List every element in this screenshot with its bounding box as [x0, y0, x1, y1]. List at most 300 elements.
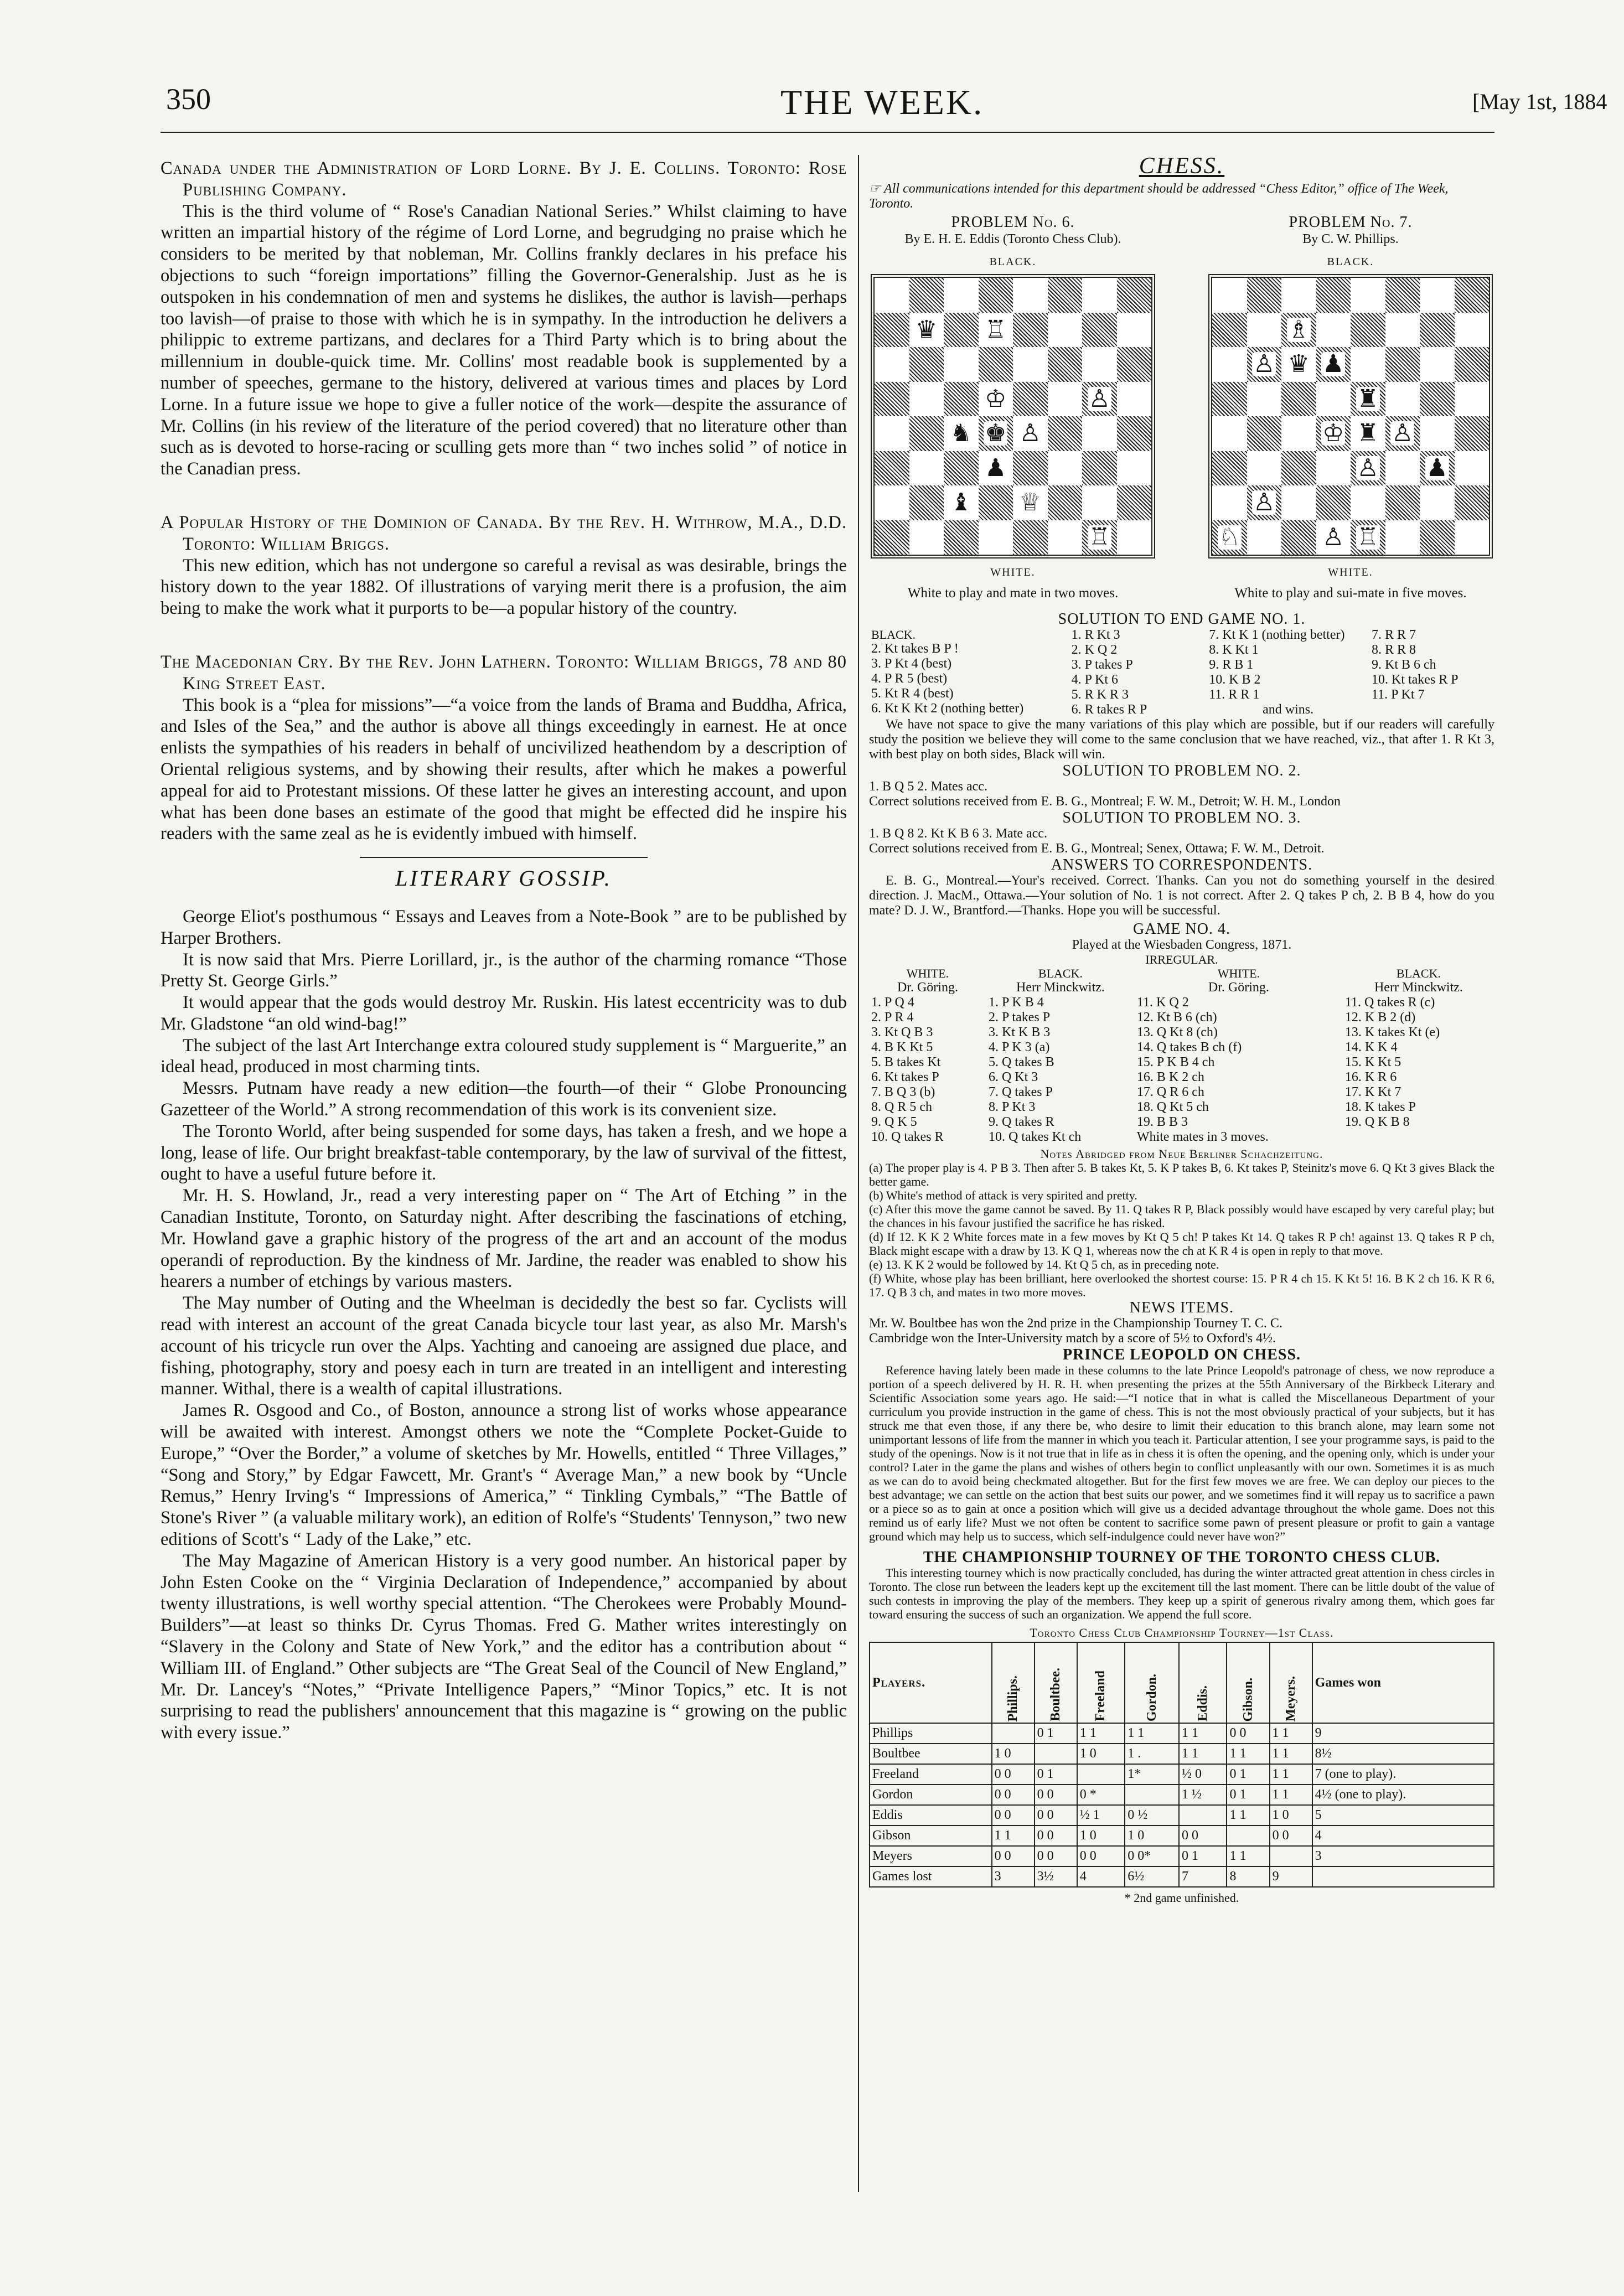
gossip-item: James R. Osgood and Co., of Boston, announce a strong list of works whose appearance will be awaited with interest. Amongst others we note the “Complete Pocket-Guide to Europe,” “Over the Border,” a volume of sketches by Mr. Howells, entitled “ Three Villages,” “Song and Story,” by Edgar Fawcett, Mr. Grant's “ Average Man,” a new book by “Uncle Remus,” Henry Irving's “ Impressions of America,” “ Tinkling Cymbals,” “The Battle of Stone's River ” (a valuable military work), an edition of Rolfe's “Students' Tennyson,” two new editions of Scott's “ Lady of the Lake,” etc. — [161, 1400, 847, 1550]
board-bottom-label: WHITE. — [990, 566, 1036, 578]
white-label: WHITE. — [1217, 966, 1260, 980]
board-top-label: BLACK. — [989, 256, 1037, 268]
chess-piece-icon: ♖ — [1088, 523, 1110, 551]
score-cell: 0 0 — [1035, 1846, 1077, 1866]
board-square — [1082, 520, 1117, 555]
review-heading: Canada under the Administration of Lord Lorne. By J. E. Collins. Toronto: Rose Publishing Company. — [161, 158, 847, 200]
board-square — [1082, 313, 1117, 348]
games-won-cell: 7 (one to play). — [1312, 1764, 1494, 1785]
score-cell: 1 ½ — [1179, 1785, 1227, 1805]
board-square — [1281, 485, 1316, 520]
note-item: (a) The proper play is 4. P B 3. Then after 5. B takes Kt, 5. K P takes B, 6. Kt takes P, Steinitz's move 6. Q Kt 3 gives Black the better game. — [869, 1161, 1494, 1188]
white-moves — [869, 995, 986, 1145]
move: 15. K Kt 5 — [1344, 1055, 1401, 1069]
games-lost-cell: 3½ — [1035, 1866, 1077, 1887]
board-square — [979, 313, 1013, 348]
score-cell: 1 1 — [1179, 1744, 1227, 1764]
answers-title: ANSWERS TO CORRESPONDENTS. — [1051, 856, 1313, 873]
column-header — [1270, 1642, 1312, 1723]
board-square — [1247, 382, 1282, 417]
move: 8. P Kt 3 — [988, 1100, 1036, 1114]
move: 8. K Kt 1 — [1209, 643, 1259, 657]
note-item: (b) White's method of attack is very spirited and pretty. — [869, 1188, 1137, 1202]
chess-piece-icon: ♟ — [1426, 454, 1448, 482]
score-cell — [1227, 1826, 1269, 1846]
tourney-footnote: * 2nd game unfinished. — [1124, 1891, 1239, 1905]
column-header — [1125, 1642, 1179, 1723]
white-label: WHITE. — [906, 966, 949, 980]
empty-cell — [1312, 1866, 1494, 1887]
move: 3. Kt K B 3 — [988, 1025, 1051, 1040]
chess-piece-icon: ♖ — [1357, 523, 1379, 551]
board-square — [909, 520, 944, 555]
score-cell: 1 1 — [1227, 1846, 1269, 1866]
move: 3. Kt Q B 3 — [871, 1025, 933, 1040]
board-square — [1013, 347, 1048, 382]
review-body: This new edition, which has not undergone so careful a revisal as was desirable, brings the history down to the year 1882. Of illustrations of varying merit there is a profusion, the aim being to make the work what it purports to be—a popular history of the country. — [161, 555, 847, 619]
games-lost-cell: 7 — [1179, 1866, 1227, 1887]
score-cell: 1 0 — [992, 1744, 1035, 1764]
score-cell — [992, 1723, 1035, 1744]
chess-notice: ☞ All communications intended for this department should be addressed “Chess Editor,” office of The Week, Toronto. — [869, 182, 1449, 211]
move: 14. K K 4 — [1344, 1040, 1398, 1054]
board-square — [909, 313, 944, 348]
move: 10. Kt takes R P — [1371, 673, 1459, 687]
board-square — [1082, 416, 1117, 451]
board-square — [875, 347, 909, 382]
board-square — [1117, 416, 1152, 451]
note-item: (f) White, whose play has been brilliant, here overlooked the shortest course: 15. P R 4 ch 15. K Kt 5! 16. B K 2 ch 16. K R 6, 17. Q B 3 ch, and mates in two more moves. — [869, 1271, 1494, 1299]
chess-piece-icon: ♞ — [950, 420, 972, 447]
black-player: Herr Minckwitz. — [1016, 980, 1105, 995]
chess-piece-icon: ♜ — [1357, 385, 1379, 412]
board-square — [1455, 520, 1489, 555]
board-square — [979, 347, 1013, 382]
game-4-subtitle: Played at the Wiesbaden Congress, 1871. — [1072, 938, 1292, 952]
board-square — [1351, 520, 1385, 555]
board-square — [979, 416, 1013, 451]
board-square — [909, 347, 944, 382]
score-cell: 1 1 — [1270, 1785, 1312, 1805]
player-name: Freeland — [870, 1764, 992, 1785]
move: 13. Q Kt 8 (ch) — [1136, 1025, 1218, 1040]
board-square — [1420, 278, 1455, 313]
chess-piece-icon: ♘ — [1218, 523, 1240, 551]
board-square — [1385, 347, 1420, 382]
chess-title: CHESS. — [1139, 153, 1225, 179]
move: 15. P K B 4 ch — [1136, 1055, 1215, 1069]
gossip-item: It is now said that Mrs. Pierre Lorillard, jr., is the author of the charming romance “Those Pretty St. George Girls.” — [161, 949, 847, 991]
score-cell: 1 1 — [1270, 1744, 1312, 1764]
move: 11. P Kt 7 — [1371, 687, 1425, 702]
problem-author: By C. W. Phillips. — [1302, 232, 1399, 246]
board-square — [1247, 451, 1282, 486]
solution-2-moves: 1. B Q 5 2. Mates acc. — [869, 779, 987, 794]
board-square — [1048, 485, 1083, 520]
score-cell: 0 * — [1077, 1785, 1125, 1805]
move: 7. Q takes P — [988, 1085, 1053, 1099]
chess-board — [1208, 274, 1493, 559]
solution-3-moves: 1. B Q 8 2. Kt K B 6 3. Mate acc. — [869, 826, 1047, 841]
move: 18. Q Kt 5 ch — [1136, 1100, 1209, 1114]
board-square — [1247, 485, 1282, 520]
board-square — [1316, 416, 1351, 451]
move: 9. Q K 5 — [871, 1115, 917, 1129]
board-square — [1048, 278, 1083, 313]
board-square — [1013, 416, 1048, 451]
issue-date: [May 1st, 1884 — [1472, 89, 1607, 114]
board-square — [1013, 485, 1048, 520]
score-cell: 1 1 — [1227, 1744, 1269, 1764]
score-cell: 0 0 — [1077, 1846, 1125, 1866]
move: 6. Kt K Kt 2 (nothing better) — [871, 701, 1024, 716]
table-row — [870, 1826, 1494, 1846]
move: 17. Q R 6 ch — [1136, 1085, 1204, 1099]
move: 5. B takes Kt — [871, 1055, 941, 1069]
score-cell — [1077, 1764, 1125, 1785]
board-square — [1212, 382, 1247, 417]
chess-piece-icon: ♛ — [916, 316, 938, 343]
chess-piece-icon: ♙ — [1019, 420, 1041, 447]
gossip-item: George Eliot's posthumous “ Essays and Leaves from a Note-Book ” are to be published by Harper Brothers. — [161, 906, 847, 948]
board-square — [909, 451, 944, 486]
board-square — [1455, 416, 1489, 451]
player-name: Gordon — [870, 1785, 992, 1805]
review-body: This is the third volume of “ Rose's Canadian National Series.” Whilst claiming to have written an impartial history of the régime of Lord Lorne, and begrudging no praise which he considers to be merited by that nobleman, Mr. Collins frankly declares in his preface his objections to such “foreign importations” filling the Governor-Generalship. Just as he is outspoken in his condemnation of men and systems he dislikes, the author is lavish—perhaps too lavish—of praise to those with which he is in sympathy. In the introduction he delivers a philippic to extreme partizans, and declares for a Third Party which is to bring about the millennium in double-quick time. Mr. Collins' most readable book is supplemented by a number of speeches, germane to the history, delivered at various times and places by Lord Lorne. In a future issue we hope to give a fuller notice of the work—despite the assurance of Mr. Collins (in his review of the literature of the period covered) that no literature other than such as is devoted to horse-racing or sculling gets more than “ two inches solid ” of notice in the Canadian press. — [161, 201, 847, 479]
score-cell: 1* — [1125, 1764, 1179, 1785]
board-square — [875, 313, 909, 348]
board-square — [1013, 313, 1048, 348]
board-square — [1281, 520, 1316, 555]
score-cell — [1179, 1805, 1227, 1826]
board-square — [1385, 382, 1420, 417]
board-square — [1351, 313, 1385, 348]
move: 11. R R 1 — [1209, 687, 1260, 702]
games-lost-row — [870, 1866, 1494, 1887]
score-cell: 1 . — [1125, 1744, 1179, 1764]
chess-piece-icon: ♝ — [950, 489, 972, 516]
column-header-label: Phillips. — [1005, 1675, 1020, 1721]
board-square — [1117, 485, 1152, 520]
move: 7. B Q 3 (b) — [871, 1085, 935, 1099]
board-square — [1316, 347, 1351, 382]
column-header-label: Eddis. — [1195, 1685, 1210, 1721]
board-square — [1281, 416, 1316, 451]
board-square — [1420, 347, 1455, 382]
board-square — [1117, 520, 1152, 555]
board-square — [944, 347, 979, 382]
score-cell: 1 1 — [1077, 1723, 1125, 1744]
white-player: Dr. Göring. — [1208, 980, 1269, 995]
players-header: Players. — [870, 1642, 992, 1723]
black-label: BLACK. — [1038, 966, 1083, 980]
board-square — [1420, 382, 1455, 417]
table-row — [870, 1805, 1494, 1826]
player-name: Meyers — [870, 1846, 992, 1866]
solution-3-title: SOLUTION TO PROBLEM NO. 3. — [1062, 809, 1301, 826]
column-header-label: Gordon. — [1144, 1673, 1159, 1721]
board-square — [1455, 451, 1489, 486]
move: 4. P K 3 (a) — [988, 1040, 1050, 1054]
move: 12. Kt B 6 (ch) — [1136, 1010, 1217, 1025]
end-game-moves — [869, 628, 1494, 717]
board-square — [1351, 347, 1385, 382]
games-lost-label: Games lost — [870, 1866, 992, 1887]
column-header-label: Gibson. — [1240, 1677, 1255, 1721]
problem-caption: White to play and mate in two moves. — [907, 586, 1119, 601]
score-cell: 0 0 — [1227, 1723, 1269, 1744]
move: 2. P R 4 — [871, 1010, 914, 1025]
move: 1. P K B 4 — [988, 995, 1044, 1010]
board-square — [1455, 485, 1489, 520]
board-square — [1281, 451, 1316, 486]
move: 10. Q takes R — [871, 1130, 944, 1144]
black-player: Herr Minckwitz. — [1374, 980, 1463, 995]
move: 10. Q takes Kt ch — [988, 1130, 1082, 1144]
move: 9. Kt B 6 ch — [1371, 658, 1436, 672]
table-row — [870, 1723, 1494, 1744]
board-square — [1082, 485, 1117, 520]
answers-text: E. B. G., Montreal.—Your's received. Correct. Thanks. Can you not do something yourself in the desired direction. J. MacM., Ottawa.—Your solution of No. 1 is not correct. After 2. Q takes P ch, 2. B B 4, how do you mate? D. J. W., Brantford.—Thanks. Hope you will be successful. — [869, 873, 1494, 918]
game-4-type: IRREGULAR. — [1145, 953, 1218, 966]
black-moves — [986, 995, 1135, 1145]
move: 17. K Kt 7 — [1344, 1085, 1401, 1099]
board-square — [1048, 416, 1083, 451]
move: 6. Q Kt 3 — [988, 1070, 1038, 1084]
move: 4. B K Kt 5 — [871, 1040, 933, 1054]
leopold-text: Reference having lately been made in these columns to the late Prince Leopold's patronage of chess, we now reproduce a portion of a speech delivered by H. R. H. when presenting the prizes at the 55th Anniversary of the Birkbeck Literary and Scientific Association some years ago. He said:—“I notice that in what is called the Miscellaneous Department of your curriculum you provide instruction in the game of chess. This is not the most obviously practical of your subjects, but it has struck me that even those, if any there be, who desire to limit their education to this branch alone, may learn some not unimportant lessons of life from the manner in which you teach it. Particular attention, I see your programme says, is paid to the study of the openings. Now is it not true that in life as in chess it is often the opening, and the opening only, which is under your control? Later in the game the plans and wishes of others begin to conflict unpleasantly with our own. Sometimes it is as much as we can do to avoid being checkmated altogether. But for the first few moves we are free. We can deploy our pieces to the best advantage; we can settle on the action that best suits our power, and we sometimes find it will repay us to sacrifice a pawn or a piece so as to gain at once a position which will give us a decided advantage throughout the whole game. Does not this remind us of early life? Must we not often be content to sacrifice some pawn of present pleasure or profit to gain a vantage ground which may help us to success, which self-indulgence could never have won?” — [869, 1363, 1494, 1543]
board-square — [979, 382, 1013, 417]
board-square — [944, 382, 979, 417]
end-game-note: We have not space to give the many variations of this play which are possible, but if our readers will carefully study the position we believe they will come to the same conclusion that we have reached, viz., that after 1. R Kt 3, with best play on both sides, Black will win. — [869, 717, 1494, 762]
board-square — [1117, 313, 1152, 348]
board-square — [944, 313, 979, 348]
board-square — [1455, 382, 1489, 417]
board-square — [1082, 451, 1117, 486]
score-cell — [1270, 1846, 1312, 1866]
board-square — [1316, 278, 1351, 313]
end-game-title: SOLUTION TO END GAME NO. 1. — [1058, 611, 1306, 628]
board-square — [1013, 382, 1048, 417]
board-square — [1117, 278, 1152, 313]
board-square — [1385, 313, 1420, 348]
games-won-cell: 3 — [1312, 1846, 1494, 1866]
move: 4. P R 5 (best) — [871, 671, 948, 686]
board-square — [875, 520, 909, 555]
player-name: Phillips — [870, 1723, 992, 1744]
score-cell: 0 0 — [1035, 1785, 1077, 1805]
move: 9. Q takes R — [988, 1115, 1054, 1129]
board-square — [909, 485, 944, 520]
note-item: (d) If 12. K K 2 White forces mate in a few moves by Kt Q 5 ch! P takes Kt 14. Q takes R P ch! against 13. Q takes R P ch, Black might escape with a draw by 13. K Q 1, whereas now the ch at K R 4 is open in reply to that move. — [869, 1230, 1494, 1258]
note-item: (c) After this move the game cannot be saved. By 11. Q takes R P, Black possibly would have escaped by very careful play; but the chances in his favour justified the sacrifice he has risked. — [869, 1202, 1494, 1230]
board-square — [944, 520, 979, 555]
board-square — [1013, 520, 1048, 555]
board-square — [1048, 313, 1083, 348]
chess-piece-icon: ♚ — [985, 420, 1007, 447]
board-square — [1082, 382, 1117, 417]
tourney-table-title: Toronto Chess Club Championship Tourney—1st Class. — [1030, 1626, 1334, 1640]
move: 8. Q R 5 ch — [871, 1100, 932, 1114]
problem-label: PROBLEM No. 7. — [1289, 214, 1413, 231]
move: 2. K Q 2 — [1071, 643, 1118, 657]
score-cell: 0 1 — [1227, 1764, 1269, 1785]
score-cell: 1 1 — [992, 1826, 1035, 1846]
board-square — [1351, 278, 1385, 313]
board-square — [1212, 313, 1247, 348]
board-bottom-label: WHITE. — [1328, 566, 1373, 578]
gossip-item: Messrs. Putnam have ready a new edition—the fourth—of their “ Globe Pronouncing Gazetteer of the World.” A strong recommendation of this work is its convenient size. — [161, 1078, 847, 1120]
board-square — [1082, 278, 1117, 313]
board-square — [875, 416, 909, 451]
board-square — [1013, 278, 1048, 313]
board-square — [1316, 313, 1351, 348]
board-square — [1212, 485, 1247, 520]
games-lost-cell: 8 — [1227, 1866, 1269, 1887]
board-square — [1420, 313, 1455, 348]
board-square — [1212, 347, 1247, 382]
move: 7. Kt K 1 (nothing better) — [1209, 628, 1345, 642]
move: 18. K takes P — [1344, 1100, 1416, 1114]
games-lost-cell: 9 — [1270, 1866, 1312, 1887]
board-square — [1316, 485, 1351, 520]
score-cell: 0 0 — [1270, 1826, 1312, 1846]
board-square — [1385, 416, 1420, 451]
chess-piece-icon: ♙ — [1392, 420, 1414, 447]
board-square — [944, 416, 979, 451]
player-name: Boultbee — [870, 1744, 992, 1764]
score-cell: 0 0 — [1035, 1826, 1077, 1846]
chess-piece-icon: ♖ — [985, 316, 1007, 343]
chess-piece-icon: ♔ — [985, 385, 1007, 412]
move: 8. R R 8 — [1371, 643, 1416, 657]
move: 2. Kt takes B P ! — [871, 642, 959, 656]
board-square — [1247, 278, 1282, 313]
won-header: Games won — [1312, 1642, 1494, 1723]
column-header-label: Meyers. — [1283, 1676, 1298, 1721]
tourney-text: This interesting tourney which is now practically concluded, has during the winter attracted great attention in chess circles in Toronto. The close run between the leaders kept up the excitement till the last moment. There can be little doubt of the value of such contests in improving the play of the members. They keep up a spirit of generous rivalry among them, which goes far toward ensuring the success of such an organization. We append the full score. — [869, 1566, 1494, 1621]
board-square — [875, 278, 909, 313]
board-square — [1316, 451, 1351, 486]
white-player: Dr. Göring. — [897, 980, 958, 995]
score-cell: 0 ½ — [1125, 1805, 1179, 1826]
score-cell: 0 0 — [992, 1846, 1035, 1866]
score-cell: 0 0 — [1179, 1826, 1227, 1846]
table-row — [870, 1846, 1494, 1866]
chess-piece-icon: ♗ — [1287, 316, 1310, 343]
gossip-item: The Toronto World, after being suspended for some days, has taken a fresh, and we hope a long, lease of life. Our bright breakfast-table contemporary, by the law of survival of the fittest, ought to have a useful future before it. — [161, 1121, 847, 1185]
chess-piece-icon: ♙ — [1253, 489, 1275, 516]
board-square — [1117, 382, 1152, 417]
board-square — [979, 485, 1013, 520]
move: 4. P Kt 6 — [1071, 673, 1119, 687]
games-won-cell: 9 — [1312, 1723, 1494, 1744]
board-top-label: BLACK. — [1327, 256, 1374, 268]
section-rule — [360, 857, 648, 858]
games-lost-cell: 3 — [992, 1866, 1035, 1887]
board-square — [1247, 520, 1282, 555]
move: 1. R Kt 3 — [1071, 628, 1120, 642]
masthead-title: THE WEEK. — [780, 82, 984, 122]
problem-label: PROBLEM No. 6. — [951, 214, 1075, 231]
move: 10. K B 2 — [1209, 673, 1261, 687]
column-header — [1227, 1642, 1269, 1723]
move: 3. P takes P — [1071, 658, 1133, 672]
games-lost-cell: 6½ — [1125, 1866, 1179, 1887]
player-name: Eddis — [870, 1805, 992, 1826]
board-square — [1212, 416, 1247, 451]
board-square — [875, 451, 909, 486]
move: 19. B B 3 — [1136, 1115, 1188, 1129]
column-header — [992, 1642, 1035, 1723]
problem-6 — [869, 214, 1157, 602]
literary-gossip-title: LITERARY GOSSIP. — [395, 866, 612, 891]
move: 7. R R 7 — [1371, 628, 1416, 642]
leopold-title: PRINCE LEOPOLD ON CHESS. — [1062, 1346, 1301, 1363]
board-square — [1117, 451, 1152, 486]
move: 5. R K R 3 — [1071, 687, 1129, 702]
chess-piece-icon: ♙ — [1357, 454, 1379, 482]
board-square — [1420, 451, 1455, 486]
problem-caption: White to play and sui-mate in five moves. — [1234, 586, 1467, 601]
board-square — [1048, 451, 1083, 486]
score-cell: ½ 0 — [1179, 1764, 1227, 1785]
news-item: Cambridge won the Inter-University match by a score of 5½ to Oxford's 4½. — [869, 1331, 1276, 1346]
score-cell — [1035, 1744, 1077, 1764]
score-cell: ½ 1 — [1077, 1805, 1125, 1826]
chess-piece-icon: ♟ — [985, 454, 1007, 482]
column-header-label: Boultbee. — [1048, 1668, 1063, 1721]
score-cell: 1 0 — [1077, 1744, 1125, 1764]
score-cell: 0 0 — [992, 1764, 1035, 1785]
chess-piece-icon: ♟ — [1322, 350, 1344, 378]
white-moves — [1135, 995, 1343, 1145]
board-square — [1351, 485, 1385, 520]
board-square — [1385, 451, 1420, 486]
chess-piece-icon: ♙ — [1253, 350, 1275, 378]
news-item: Mr. W. Boultbee has won the 2nd prize in the Championship Tourney T. C. C. — [869, 1316, 1282, 1331]
board-square — [944, 451, 979, 486]
board-square — [944, 485, 979, 520]
chess-piece-icon: ♜ — [1357, 420, 1379, 447]
board-square — [979, 278, 1013, 313]
chess-column — [869, 153, 1494, 1905]
tourney-title: THE CHAMPIONSHIP TOURNEY OF THE TORONTO CHESS CLUB. — [923, 1549, 1441, 1566]
column-header — [1077, 1642, 1125, 1723]
board-square — [1420, 485, 1455, 520]
move: 16. K R 6 — [1344, 1070, 1397, 1084]
move: 6. Kt takes P — [871, 1070, 939, 1084]
table-row — [870, 1785, 1494, 1805]
note-item: (e) 13. K K 2 would be followed by 14. Kt Q 5 ch, as in preceding note. — [869, 1258, 1219, 1271]
board-square — [1455, 278, 1489, 313]
chess-board — [871, 274, 1155, 559]
table-row — [870, 1744, 1494, 1764]
solution-2-received: Correct solutions received from E. B. G., Montreal; F. W. M., Detroit; W. H. M., London — [869, 794, 1341, 809]
score-cell: 1 0 — [1270, 1805, 1312, 1826]
board-square — [1212, 451, 1247, 486]
board-square — [1117, 347, 1152, 382]
move: 2. P takes P — [988, 1010, 1051, 1025]
solution-2-title: SOLUTION TO PROBLEM NO. 2. — [1062, 762, 1301, 779]
table-row — [870, 1764, 1494, 1785]
move: 6. R takes R P — [1071, 702, 1147, 717]
board-square — [944, 278, 979, 313]
gossip-item: It would appear that the gods would destroy Mr. Ruskin. His latest eccentricity was to dub Mr. Gladstone “an old wind-bag!” — [161, 992, 847, 1034]
board-square — [1281, 347, 1316, 382]
black-label: BLACK. — [1396, 966, 1441, 980]
tourney-table — [869, 1642, 1494, 1888]
